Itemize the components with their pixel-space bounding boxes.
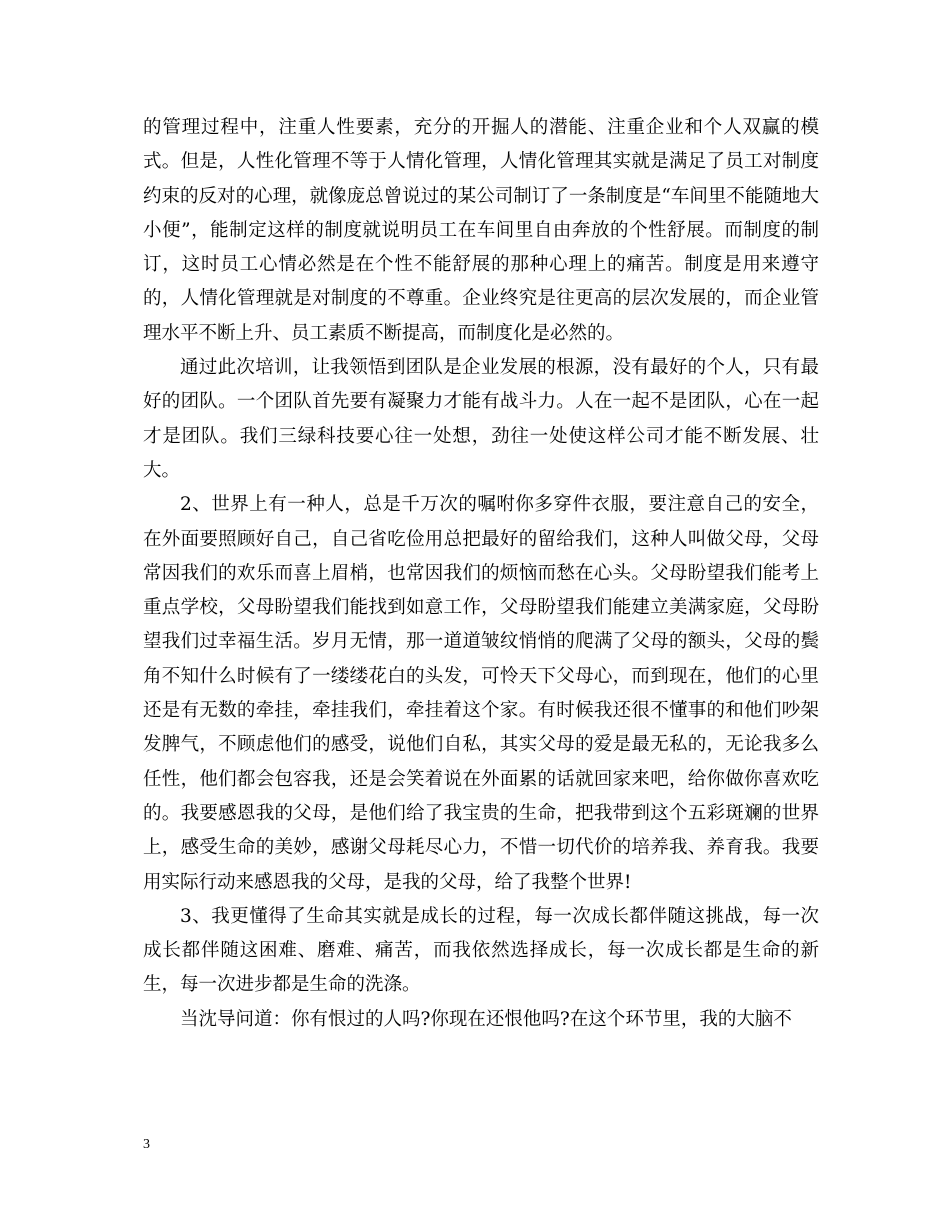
paragraph-growth: 3、我更懂得了生命其实就是成长的过程，每一次成长都伴随这挑战，每一次成长都伴随这困难、磨难、痛苦，而我依然选择成长，每一次成长都是生命的新生，每一次进步都是生命的洗涤。: [143, 905, 819, 996]
page-number: 3: [143, 1137, 150, 1152]
document-body: [143, 111, 819, 1037]
paragraph-parents: 2、世界上有一种人，总是千万次的嘱咐你多穿件衣服，要注意自己的安全，在外面要照顾好自己，自己省吃俭用总把最好的留给我们，这种人叫做父母，父母常因我们的欢乐而喜上眉梢，也常因我们的烦恼而愁在心头。父母盼望我们能考上重点学校，父母盼望我们能找到如意工作，父母盼望我们能建立美满家庭，父母盼望我们过幸福生活。岁月无情，那一道道皱纹悄悄的爬满了父母的额头，父母的鬓角不知什么时候有了一缕缕花白的头发，可怜天下父母心，而到现在，他们的心里还是有无数的牵挂，牵挂我们，牵挂着这个家。有时候我还很不懂事的和他们吵架发脾气，不顾虑他们的感受，说他们自私，其实父母的爱是最无私的，无论我多么任性，他们都会包容我，还是会笑着说在外面累的话就回家来吧，给你做你喜欢吃的。我要感恩我的父母，是他们给了我宝贵的生命，把我带到这个五彩斑斓的世界上，感受生命的美妙，感谢父母耗尽心力，不惜一切代价的培养我、养育我。我要用实际行动来感恩我的父母，是我的父母，给了我整个世界!: [143, 494, 819, 893]
paragraph-team: 通过此次培训，让我领悟到团队是企业发展的根源，没有最好的个人，只有最好的团队。一个团队首先要有凝聚力才能有战斗力。人在一起不是团队，心在一起才是团队。我们三绿科技要心往一处想，劲往一处使这样公司才能不断发展、壮大。: [143, 357, 819, 481]
paragraph-continued: 的管理过程中，注重人性要素，充分的开掘人的潜能、注重企业和个人双赢的模式。但是，人性化管理不等于人情化管理，人情化管理其实就是满足了员工对制度约束的反对的心理，就像庞总曾说过的某公司制订了一条制度是“车间里不能随地大小便”，能制定这样的制度就说明员工在车间里自由奔放的个性舒展。而制度的制订，这时员工心情必然是在个性不能舒展的那种心理上的痛苦。制度是用来遵守的，人情化管理就是对制度的不尊重。企业终究是往更高的层次发展的，而企业管理水平不断上升、员工素质不断提高，而制度化是必然的。: [143, 117, 819, 344]
paragraph-question: 当沈导问道：你有恨过的人吗?你现在还恨他吗?在这个环节里，我的大脑不: [180, 1008, 792, 1030]
